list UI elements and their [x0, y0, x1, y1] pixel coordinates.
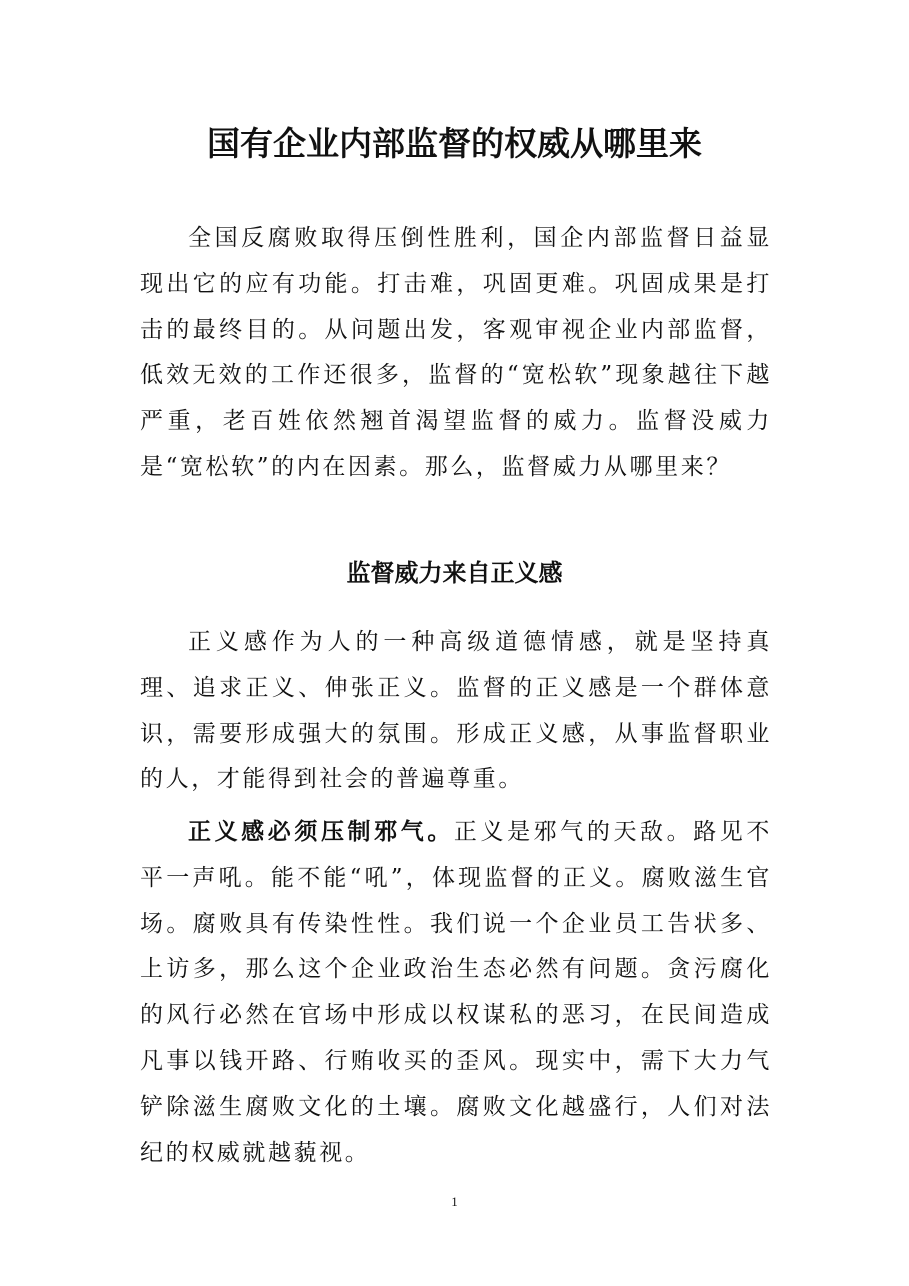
intro-paragraph: 全国反腐败取得压倒性胜利，国企内部监督日益显现出它的应有功能。打击难，巩固更难。巩固成果是打击的最终目的。从问题出发，客观审视企业内部监督，低效无效的工作还很多，监督的“宽松软”现象越往下越严重，老百姓依然翘首渴望监督的威力。监督没威力是“宽松软”的内在因素。那么，监督威力从哪里来？ [140, 225, 772, 480]
paragraph-lead-sentence: 正义感必须压制邪气。 [188, 818, 454, 845]
section-paragraph-2 [140, 809, 772, 1176]
paragraph-body-text: 正义是邪气的天敌。路见不平一声吼。能不能“吼”，体现监督的正义。腐败滋生官场。腐败具有传染性性。我们说一个企业员工告状多、上访多，那么这个企业政治生态必然有问题。贪污腐化的风行必然在官场中形成以权谋私的恶习，在民间造成凡事以钱开路、行贿收买的歪风。现实中，需下大力气铲除滋生腐败文化的土壤。腐败文化越盛行，人们对法纪的权威就越藐视。 [140, 819, 772, 1166]
section-heading: 监督威力来自正义感 [346, 559, 563, 587]
page-number: 1 [451, 1194, 458, 1209]
document-title: 国有企业内部监督的权威从哪里来 [207, 124, 702, 163]
section-paragraph-1: 正义感作为人的一种高级道德情感，就是坚持真理、追求正义、伸张正义。监督的正义感是一个群体意识，需要形成强大的氛围。形成正义感，从事监督职业的人，才能得到社会的普遍尊重。 [140, 629, 772, 793]
